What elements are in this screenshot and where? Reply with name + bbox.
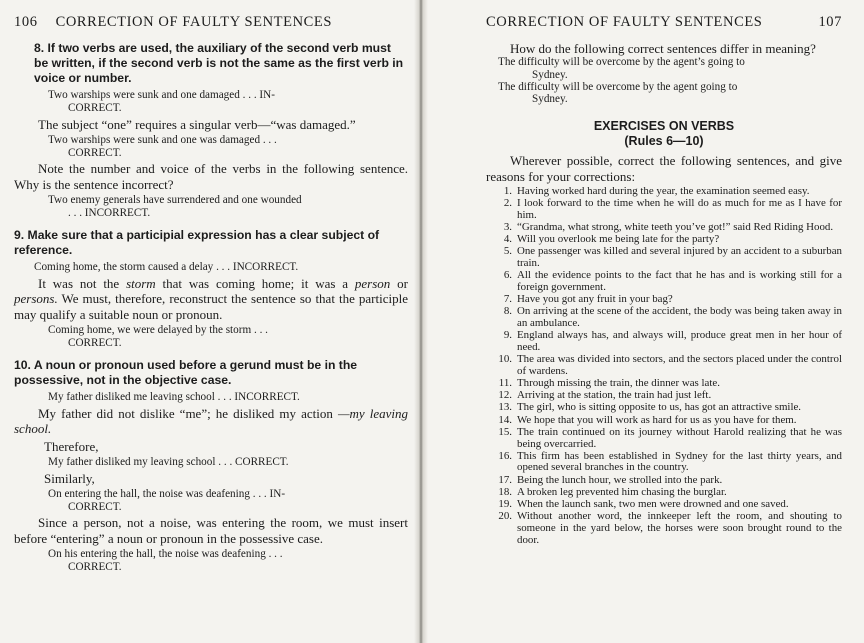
exercise-number: 16. — [498, 449, 512, 462]
rule-8-paragraph-1: The subject “one” requires a singular verb—“was damaged.” — [38, 116, 356, 132]
exercise-text: A broken leg prevented him chasing the burglar. — [517, 485, 727, 498]
exercise-text: “Grandma, what strong, white teeth you’ve got!” said Red Riding Hood. — [517, 220, 834, 233]
question-paragraph: How do the following correct sentences differ in meaning? — [510, 41, 816, 56]
right-running-head: CORRECTION OF FAULTY SENTENCES — [486, 14, 763, 30]
exercise-text: Through missing the train, the dinner was late. — [517, 377, 720, 390]
example-tag: Sydney. — [532, 93, 568, 106]
exercise-item — [486, 451, 842, 474]
example-text: My father disliked me leaving school . . . INCORRECT. — [48, 391, 300, 404]
example-tag: CORRECT. — [68, 336, 122, 349]
rule-9-paragraph-1 — [14, 276, 408, 322]
rule-8-example-1 — [14, 89, 408, 115]
exercise-item — [486, 475, 842, 487]
exercise-text: I look forward to the time when he will do as much for me as I have for him. — [517, 197, 842, 221]
exercise-item — [486, 294, 842, 306]
example-text: On his entering the hall, the noise was deafening . . . — [48, 547, 283, 560]
exercise-number: 19. — [498, 498, 512, 511]
exercise-number: 7. — [503, 293, 512, 306]
text-run: We must, therefore, reconstruct the sentence so that the participle may qualify a suitable noun or pronoun. — [14, 291, 408, 322]
right-page-header — [486, 14, 842, 31]
example-text: Two warships were sunk and one was damaged . . . — [48, 133, 277, 146]
exercise-item — [486, 499, 842, 511]
exercise-item — [486, 390, 842, 402]
rule-10-example-4 — [14, 548, 408, 574]
exercise-item — [486, 270, 842, 293]
exercise-number: 18. — [498, 485, 512, 498]
example-tag: . . . INCORRECT. — [68, 206, 151, 219]
question-example-1 — [486, 56, 842, 81]
left-running-head: CORRECTION OF FAULTY SENTENCES — [55, 14, 333, 30]
example-tag: CORRECT. — [68, 101, 122, 114]
rule-10-example-2 — [14, 456, 408, 469]
exercise-item — [486, 198, 842, 221]
italic-run: storm — [126, 276, 156, 292]
text-run: It was not the — [38, 276, 127, 292]
exercise-title: EXERCISES ON VERBS — [593, 119, 735, 134]
exercise-item — [486, 511, 842, 546]
exercise-item — [486, 330, 842, 353]
text-run: My father did not dislike “me”; he disliked my action — [38, 406, 338, 422]
example-text: Two warships were sunk and one damaged . . . IN- — [48, 89, 275, 101]
italic-run: —my leaving school. — [14, 406, 409, 437]
example-text: Two enemy generals have surrendered and one wounded — [48, 193, 302, 206]
rule-8-paragraph-2: Note the number and voice of the verbs in the following sentence. Why is the sentence incorrect? — [14, 161, 408, 192]
right-page-number: 107 — [818, 14, 842, 30]
exercise-subtitle: (Rules 6—10) — [624, 134, 704, 149]
exercise-number: 3. — [503, 220, 512, 233]
exercise-item — [486, 402, 842, 414]
exercise-text: England always has, and always will, produce great men in her hour of need. — [517, 329, 842, 353]
exercise-instructions: Wherever possible, correct the following sentences, and give reasons for your corrections: — [486, 153, 842, 184]
exercise-text: Being the lunch hour, we strolled into the park. — [517, 473, 723, 486]
rule-8-heading: 8. If two verbs are used, the auxiliary of the second verb must be written, if the second verb is not the same as the first verb in voice or number. — [34, 41, 404, 85]
exercise-item — [486, 415, 842, 427]
exercise-text: Having worked hard during the year, the examination seemed easy. — [517, 184, 810, 197]
exercise-item — [486, 378, 842, 390]
example-text: The difficulty will be overcome by the agent’s going to — [498, 56, 745, 69]
example-tag: CORRECT. — [68, 500, 122, 513]
therefore-label: Therefore, — [44, 438, 99, 454]
exercise-text: Have you got any fruit in your bag? — [517, 293, 673, 306]
exercise-text: All the evidence points to the fact that he has and is working still for a foreign government. — [517, 269, 842, 293]
rule-10-heading: 10. A noun or pronoun used before a gerund must be in the possessive, not in the objective case. — [14, 358, 358, 388]
exercise-text: One passenger was killed and several injured by an accident to a suburban train. — [517, 245, 842, 270]
left-page-number: 106 — [14, 14, 38, 30]
exercise-number: 6. — [503, 269, 512, 282]
example-tag: Sydney. — [532, 68, 568, 81]
exercise-text: Without another word, the innkeeper left the room, and shouting to someone in the yard below, the horses were soon brought round to the door. — [517, 510, 842, 546]
exercise-text: This firm has been established in Sydney for the last thirty years, and opened several branches in the country. — [517, 449, 842, 474]
exercise-number: 13. — [498, 401, 512, 414]
exercise-text: When the launch sank, two men were drowned and one saved. — [517, 498, 789, 511]
rule-8-example-3 — [14, 194, 408, 220]
exercise-number: 8. — [503, 305, 512, 318]
rule-8-example-2 — [14, 134, 408, 160]
exercise-number: 1. — [503, 184, 512, 197]
exercise-item — [486, 222, 842, 234]
left-page-header — [14, 14, 408, 31]
rule-9-heading: 9. Make sure that a participial expression has a clear subject of reference. — [14, 228, 380, 258]
rule-10-paragraph-1 — [14, 406, 408, 436]
exercise-number: 2. — [503, 197, 512, 209]
example-text: The difficulty will be overcome by the agent going to — [498, 80, 738, 93]
exercise-number: 4. — [503, 233, 512, 246]
exercise-number: 12. — [498, 389, 512, 402]
italic-run: persons. — [14, 291, 58, 307]
exercise-item — [486, 354, 842, 377]
exercise-text: On arriving at the scene of the accident, the body was being taken away in an ambulance. — [517, 305, 842, 330]
exercise-number: 9. — [503, 329, 512, 342]
text-run: that was coming home; it was a — [155, 276, 355, 292]
rule-10-paragraph-2: Since a person, not a noise, was entering the room, we must insert before “entering” a noun or pronoun in the possessive case. — [14, 515, 408, 546]
exercise-number: 11. — [498, 377, 512, 390]
exercise-number: 17. — [498, 473, 512, 486]
example-text: Coming home, we were delayed by the storm . . . — [48, 323, 268, 336]
exercise-item — [486, 487, 842, 499]
exercise-text: The train continued on its journey without Harold realizing that he was being overcarried. — [517, 425, 842, 450]
exercise-item — [486, 186, 842, 198]
example-text: Coming home, the storm caused a delay . . . INCORRECT. — [34, 261, 299, 274]
exercise-item — [486, 246, 842, 269]
rule-9-example-1 — [14, 261, 408, 274]
exercise-text: The area was divided into sectors, and the sectors placed under the control of wardens. — [517, 353, 842, 377]
rule-10-example-1 — [14, 391, 408, 404]
text-run: or — [390, 276, 408, 292]
exercise-item — [486, 306, 842, 329]
exercise-text: We hope that you will work as hard for us as you have for them. — [517, 413, 797, 426]
example-tag: CORRECT. — [68, 560, 122, 573]
similarly-label: Similarly, — [44, 470, 95, 486]
exercise-number: 5. — [503, 245, 512, 258]
right-page — [426, 0, 864, 643]
exercise-number: 10. — [498, 353, 512, 366]
left-page — [0, 0, 420, 643]
question-example-2 — [486, 81, 842, 106]
exercise-list — [486, 186, 842, 547]
example-text: My father disliked my leaving school . . . CORRECT. — [48, 455, 289, 468]
rule-10-example-3 — [14, 488, 408, 514]
exercise-number: 14. — [498, 413, 512, 426]
example-tag: CORRECT. — [68, 146, 122, 159]
exercise-number: 15. — [498, 425, 512, 438]
example-text: On entering the hall, the noise was deafening . . . IN- — [48, 487, 286, 500]
exercise-text: Will you overlook me being late for the party? — [517, 233, 720, 246]
exercise-item — [486, 427, 842, 450]
exercise-text: The girl, who is sitting opposite to us, has got an attractive smile. — [517, 401, 802, 414]
exercise-text: Arriving at the station, the train had just left. — [517, 389, 712, 402]
rule-9-example-2 — [14, 324, 408, 350]
exercise-number: 20. — [498, 510, 512, 523]
italic-run: person — [354, 276, 391, 292]
exercise-item — [486, 234, 842, 246]
